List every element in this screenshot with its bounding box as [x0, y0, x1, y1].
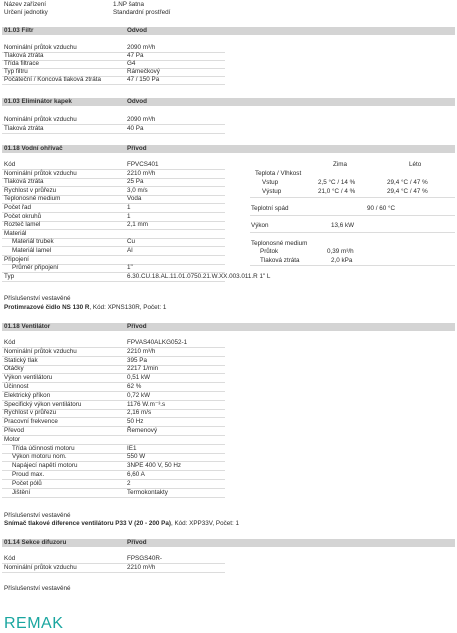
- eliminator-row-label: Nominální průtok vzduchu: [4, 116, 77, 123]
- fan-row-label: Elektrický příkon: [4, 391, 51, 399]
- eliminator-row-label: Tlaková ztráta: [4, 125, 44, 132]
- fan-row-label: Počet pólů: [12, 479, 42, 487]
- inlet-summer-value: 29,4 °C / 47 %: [387, 179, 428, 186]
- diffuser-row-value: 2210 m³/h: [127, 563, 156, 571]
- row-separator: [2, 365, 225, 366]
- fan-row-label: Jištění: [12, 488, 31, 496]
- fan-row-value: 550 W: [127, 453, 146, 461]
- heater-row-value: 1: [127, 204, 131, 211]
- filter-row-label: Typ filtru: [4, 68, 28, 76]
- diffuser-side: Přívod: [127, 539, 147, 546]
- fan-row-value: 3NPE 400 V, 50 Hz: [127, 462, 182, 470]
- heater-row-label: Připojení: [4, 255, 29, 263]
- filter-title: 01.03 Filtr: [4, 27, 34, 34]
- heater-row-label: Materiál lamel: [12, 247, 52, 254]
- row-separator: [250, 232, 455, 233]
- heater-row-value: 1: [127, 212, 131, 220]
- fan-row-label: Proud max.: [12, 471, 45, 478]
- row-separator: [250, 197, 455, 198]
- row-separator: [2, 68, 225, 69]
- heater-row-label: Počet okruhů: [4, 212, 42, 220]
- fan-row-value: 0,51 kW: [127, 374, 151, 382]
- fan-row-value: 2: [127, 479, 131, 487]
- heater-row-label: Počet řad: [4, 204, 31, 211]
- fan-row-value: 2217 1/min: [127, 365, 159, 373]
- heater-row-value: 6.30.CU.18.AL.11.01.0750.21.W.XX.003.011.R 1" L: [127, 272, 271, 280]
- filter-row-label: Nominální průtok vzduchu: [4, 44, 77, 51]
- fan-row-label: Otáčky: [4, 365, 24, 373]
- section-header-fan: [2, 323, 455, 331]
- fan-accessory-name: Snímač tlakové diference ventilátoru P33 V (20 - 200 Pa): [4, 520, 171, 527]
- fan-row-label: Účinnost: [4, 383, 29, 390]
- outlet-winter-value: 21,0 °C / 4 %: [318, 188, 356, 195]
- heater-row-value: Voda: [127, 195, 142, 203]
- section-header-diffuser: [2, 539, 455, 547]
- gradient-label: Teplotní spád: [251, 205, 289, 212]
- heater-row-value: 2,1 mm: [127, 221, 148, 229]
- row-separator: [2, 133, 225, 134]
- medium-flow-value: 0,39 m³/h: [327, 248, 354, 255]
- heater-accessory-code: , Kód: XPNS130R, Počet: 1: [89, 304, 167, 311]
- diffuser-row-label: Nominální průtok vzduchu: [4, 563, 77, 571]
- medium-loss-value: 2,0 kPa: [331, 257, 353, 264]
- fan-accessory: [4, 521, 239, 527]
- fan-row-label: Výkon ventilátoru: [4, 374, 53, 382]
- fan-side: Přívod: [127, 323, 147, 330]
- fan-row-label: Výkon motoru nom.: [12, 453, 67, 461]
- fan-accessory-code: , Kód: XPP33V, Počet: 1: [170, 520, 239, 527]
- power-label: Výkon: [251, 222, 269, 229]
- fan-row-label: Statický tlak: [4, 356, 38, 364]
- fan-row-value: 50 Hz: [127, 418, 144, 426]
- heater-accessory-name: Protimrazové čidlo NS 130 R: [4, 304, 90, 311]
- heater-row-value: FPVCS401: [127, 161, 159, 168]
- summer-column-label: Léto: [409, 161, 422, 168]
- heater-row-value: Cu: [127, 238, 136, 246]
- heater-row-label: Typ: [4, 272, 15, 280]
- eliminator-row-value: 40 Pa: [127, 125, 144, 132]
- fan-row-label: Pracovní frekvence: [4, 418, 58, 426]
- filter-row-value: 2090 m³/h: [127, 44, 156, 51]
- heater-row-label: Nominální průtok vzduchu: [4, 169, 77, 177]
- row-separator: [2, 497, 225, 498]
- heater-row-value: 1": [127, 264, 133, 272]
- inlet-label: Vstup: [262, 179, 279, 186]
- row-separator: [2, 435, 225, 436]
- environment-value: Standardní prostředí: [113, 9, 171, 16]
- heater-title: 01.18 Vodní ohřívač: [4, 145, 63, 152]
- svg-text:REMAK: REMAK: [4, 615, 64, 631]
- filter-row-value: Rámečkový: [127, 68, 160, 76]
- remak-logo: [4, 613, 84, 631]
- eliminator-side: Odvod: [127, 98, 147, 105]
- row-separator: [2, 229, 225, 230]
- row-separator: [2, 255, 225, 256]
- filter-row-label: Počáteční / Koncová tlaková ztráta: [4, 76, 101, 84]
- medium-flow-label: Průtok: [260, 248, 279, 255]
- heater-row-label: Kód: [4, 161, 16, 168]
- filter-side: Odvod: [127, 27, 147, 34]
- fan-row-value: FPVAS40ALKG052-1: [127, 339, 188, 346]
- fan-row-value: Řemenový: [127, 427, 158, 434]
- fan-row-label: Rychlost v průřezu: [4, 409, 57, 417]
- heater-row-label: Rychlost v průřezu: [4, 186, 57, 194]
- power-value: 13,6 kW: [331, 222, 355, 229]
- filter-row-value: 47 / 150 Pa: [127, 76, 160, 84]
- diffuser-accessories-label: Příslušenství vestavěné: [4, 585, 71, 592]
- temperature-label: Teplota / Vlhkost: [255, 170, 302, 177]
- fan-row-value: 2,16 m/s: [127, 409, 152, 417]
- filter-row-value: G4: [127, 60, 136, 68]
- row-separator: [2, 281, 225, 282]
- eliminator-row-value: 2090 m³/h: [127, 116, 156, 123]
- row-separator: [2, 488, 225, 489]
- row-separator: [2, 382, 225, 383]
- filter-row-label: Třída filtrace: [4, 60, 39, 68]
- heater-row-value: 3,0 m/s: [127, 186, 148, 194]
- row-separator: [250, 215, 455, 216]
- heater-row-label: Tlaková ztráta: [4, 178, 44, 186]
- fan-row-value: 1176 W.m⁻³.s: [127, 400, 166, 408]
- fan-row-value: 62 %: [127, 383, 142, 390]
- fan-row-label: Motor: [4, 435, 21, 443]
- outlet-summer-value: 29,4 °C / 47 %: [387, 188, 428, 195]
- fan-row-label: Převod: [4, 427, 24, 434]
- fan-accessories-label: Příslušenství vestavěné: [4, 512, 71, 519]
- fan-row-label: Napájecí napětí motoru: [12, 462, 78, 470]
- fan-row-value: 2210 m³/h: [127, 347, 156, 355]
- diffuser-row-label: Kód: [4, 555, 16, 562]
- row-separator: [2, 572, 225, 573]
- row-separator: [2, 203, 225, 204]
- heater-row-value: 25 Pa: [127, 178, 144, 186]
- fan-row-label: Specifický výkon ventilátoru: [4, 400, 82, 408]
- fan-row-value: 0,72 kW: [127, 391, 151, 399]
- diffuser-row-value: FPSGS40R-: [127, 555, 162, 562]
- heater-row-label: Průměr připojení: [12, 264, 59, 272]
- fan-row-label: Kód: [4, 339, 16, 346]
- winter-column-label: Zima: [333, 161, 347, 168]
- eliminator-title: 01.03 Eliminátor kapek: [4, 98, 72, 105]
- heater-accessory: [4, 305, 166, 311]
- fan-row-label: Nominální průtok vzduchu: [4, 347, 77, 355]
- device-name-value: 1.NP šatna: [113, 1, 145, 8]
- heater-row-value: 2210 m³/h: [127, 169, 156, 177]
- device-name-label: Název zařízení: [4, 1, 46, 8]
- medium-loss-label: Tlaková ztráta: [260, 257, 300, 264]
- diffuser-title: 01.14 Sekce difuzoru: [4, 539, 67, 546]
- environment-label: Určení jednotky: [4, 9, 48, 16]
- row-separator: [250, 265, 455, 266]
- heater-row-value: Al: [127, 247, 133, 254]
- fan-row-value: IE1: [127, 444, 137, 452]
- heater-side: Přívod: [127, 145, 147, 152]
- outlet-label: Výstup: [262, 188, 282, 195]
- heater-row-label: Materiál trubek: [12, 238, 54, 246]
- fan-row-value: Termokontakty: [127, 488, 168, 496]
- section-header-filter: [2, 27, 455, 35]
- inlet-winter-value: 2,5 °C / 14 %: [318, 179, 356, 186]
- heater-row-label: Rozteč lamel: [4, 221, 41, 229]
- gradient-value: 90 / 60 °C: [367, 205, 396, 212]
- filter-row-value: 47 Pa: [127, 52, 144, 60]
- section-header-heater: [2, 145, 455, 153]
- medium-label: Teplonosné medium: [251, 240, 308, 247]
- row-separator: [2, 84, 225, 85]
- filter-row-label: Tlaková ztráta: [4, 52, 44, 60]
- heater-accessories-label: Příslušenství vestavěné: [4, 295, 71, 302]
- fan-row-value: 6,60 A: [127, 471, 145, 478]
- fan-row-value: 395 Pa: [127, 356, 147, 364]
- row-separator: [2, 426, 225, 427]
- fan-title: 01.18 Ventilátor: [4, 323, 51, 330]
- heater-row-label: Materiál: [4, 229, 27, 237]
- fan-row-label: Třída účinnosti motoru: [12, 444, 75, 452]
- heater-row-label: Teplonosné medium: [4, 195, 61, 203]
